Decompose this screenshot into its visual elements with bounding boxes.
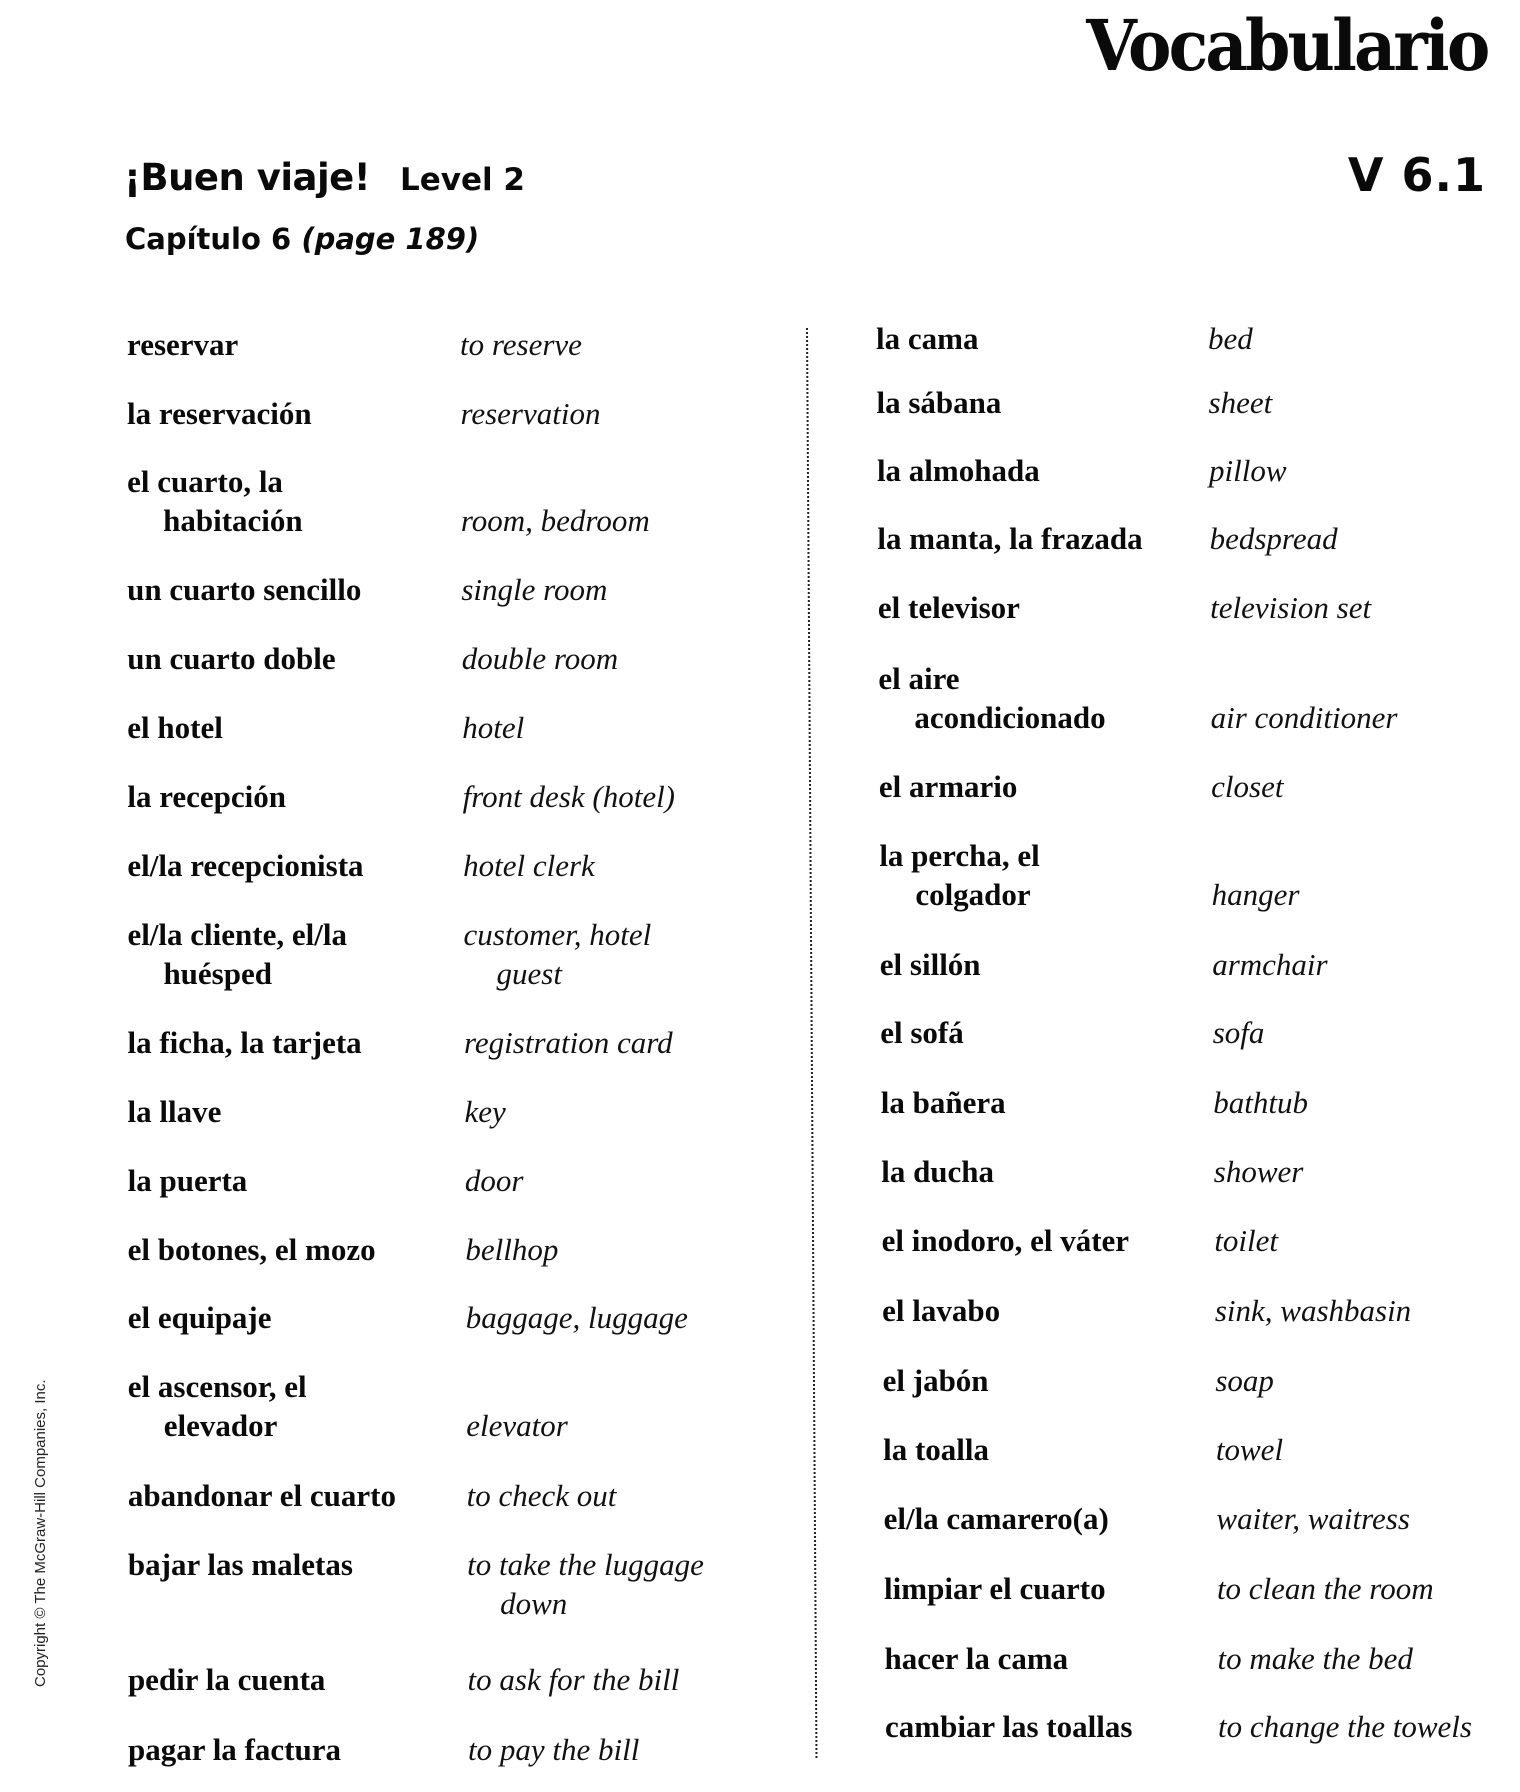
english-translation-line: soap (1215, 1363, 1274, 1398)
spanish-term (128, 1367, 307, 1445)
chapter-label: Capítulo 6 (125, 222, 292, 256)
spanish-term-line: el sofá (880, 1015, 964, 1050)
spanish-term-line: pedir la cuenta (127, 1662, 326, 1697)
spanish-term-line: el/la cliente, el/la (127, 917, 347, 952)
spanish-term-line: el/la recepcionista (127, 848, 364, 883)
english-translation-line: double room (461, 641, 619, 676)
spanish-term (880, 1013, 964, 1052)
english-translation (1210, 588, 1371, 627)
level-label: Level 2 (400, 162, 525, 198)
spanish-term-line: el aire (878, 661, 960, 696)
spanish-term (883, 1430, 989, 1469)
spanish-term-line: el botones, el mozo (127, 1232, 376, 1267)
english-translation (462, 708, 524, 747)
spanish-term-line: un cuarto doble (127, 641, 336, 676)
spanish-term-line: limpiar el cuarto (884, 1571, 1106, 1606)
english-translation-line: to make the bed (1217, 1641, 1413, 1676)
spanish-term (880, 945, 981, 984)
spanish-term (127, 325, 238, 364)
spanish-term-line: colgador (915, 877, 1031, 912)
english-translation (466, 1406, 568, 1445)
spanish-term-line: el cuarto, la (127, 464, 283, 499)
spanish-term-line: huésped (163, 956, 272, 991)
spanish-term-line: la almohada (876, 453, 1040, 488)
english-translation-line: down (500, 1586, 568, 1621)
english-translation-line: bathtub (1213, 1085, 1308, 1120)
english-translation-line: key (464, 1094, 506, 1129)
spanish-term (127, 777, 286, 816)
english-translation (1214, 1221, 1278, 1260)
spanish-term-line: el hotel (127, 710, 223, 745)
spanish-term-line: la recepción (127, 779, 287, 814)
english-translation (1213, 1013, 1265, 1052)
english-translation (1209, 383, 1273, 422)
english-translation-line: television set (1210, 590, 1372, 625)
spanish-term-line: el jabón (882, 1363, 989, 1398)
spanish-term-line: la percha, el (879, 838, 1040, 873)
spanish-term-line: la llave (127, 1094, 222, 1129)
spanish-term (876, 319, 978, 358)
english-translation-line: hotel clerk (463, 848, 595, 883)
english-translation (1211, 767, 1283, 806)
page-title: Vocabulario (1086, 4, 1488, 87)
spanish-term-line: el inodoro, el váter (881, 1223, 1130, 1258)
english-translation (461, 570, 607, 609)
english-translation-line: to take the luggage (467, 1547, 704, 1582)
english-translation (468, 1730, 639, 1769)
spanish-term-line: abandonar el cuarto (127, 1478, 396, 1513)
english-translation (1212, 945, 1327, 984)
english-translation-line: to pay the bill (468, 1732, 640, 1767)
spanish-term (128, 1660, 326, 1699)
spanish-term (878, 659, 1105, 737)
copyright-notice: Copyright © The McGraw-Hill Companies, Inc. (32, 1379, 49, 1687)
spanish-term-line: la reservación (127, 396, 312, 431)
spanish-term (127, 462, 303, 540)
spanish-term-line: elevador (163, 1408, 278, 1443)
book-title: ¡Buen viaje! (124, 156, 371, 199)
english-translation (1215, 1291, 1411, 1330)
english-translation-line: room, bedroom (460, 503, 650, 538)
english-translation-line: single room (461, 572, 608, 607)
spanish-term-line: habitación (163, 503, 303, 538)
spanish-term (128, 1161, 248, 1200)
spanish-term (127, 639, 335, 678)
english-translation-line: to change the towels (1218, 1709, 1472, 1744)
spanish-term-line: la cama (876, 321, 979, 356)
spanish-term-line: el/la camarero(a) (883, 1501, 1109, 1536)
spanish-term (128, 1230, 376, 1269)
page-reference: (page 189) (301, 222, 480, 256)
english-translation (1209, 451, 1287, 490)
english-translation (1214, 1152, 1304, 1191)
english-translation-line: baggage, luggage (465, 1300, 688, 1335)
english-translation-line: to check out (466, 1478, 617, 1513)
spanish-term-line: hacer la cama (884, 1641, 1069, 1676)
english-translation (467, 1476, 617, 1515)
spanish-term-line: la bañera (880, 1085, 1006, 1120)
spanish-term (881, 1083, 1006, 1122)
spanish-term-line: el armario (878, 769, 1018, 804)
english-translation-line: registration card (464, 1025, 673, 1060)
english-translation (466, 1298, 688, 1337)
english-translation (467, 1545, 704, 1623)
english-translation-line: toilet (1214, 1223, 1279, 1258)
english-translation (464, 1092, 505, 1131)
english-translation-line: door (464, 1163, 524, 1198)
spanish-term (128, 1023, 362, 1062)
spanish-term (127, 915, 347, 993)
spanish-term (128, 1476, 396, 1515)
spanish-term-line: el equipaje (127, 1300, 272, 1335)
english-translation-line: shower (1213, 1154, 1304, 1189)
spanish-term-line: la sábana (876, 385, 1002, 420)
spanish-term (128, 1545, 353, 1584)
english-translation (1216, 1499, 1410, 1538)
spanish-term-line: la puerta (127, 1163, 248, 1198)
spanish-term (128, 1730, 341, 1769)
english-translation-line: waiter, waitress (1216, 1501, 1410, 1536)
english-translation-line: hanger (1211, 877, 1300, 912)
spanish-term-line: el televisor (877, 590, 1020, 625)
english-translation-line: bedspread (1209, 521, 1338, 556)
english-translation (463, 777, 675, 816)
spanish-term (879, 767, 1018, 806)
english-translation-line: hotel (462, 710, 525, 745)
spanish-term-line: un cuarto sencillo (127, 572, 362, 607)
spanish-term (881, 1152, 994, 1191)
english-translation-line: to clean the room (1216, 1571, 1434, 1606)
spanish-term (879, 836, 1039, 914)
spanish-term-line: el lavabo (882, 1293, 1001, 1328)
spanish-term (127, 708, 223, 747)
spanish-term (128, 1298, 272, 1337)
english-translation-line: armchair (1212, 947, 1328, 982)
spanish-term (127, 394, 312, 433)
spanish-term (883, 1361, 989, 1400)
english-translation (1212, 875, 1300, 914)
chapter-heading (125, 222, 479, 256)
english-translation-line: to reserve (460, 327, 582, 362)
spanish-term (128, 1092, 222, 1131)
english-translation-line: air conditioner (1210, 700, 1398, 735)
english-translation-line: closet (1211, 769, 1284, 804)
english-translation (1213, 1083, 1308, 1122)
spanish-term-line: la toalla (883, 1432, 990, 1467)
spanish-term-line: acondicionado (914, 700, 1106, 735)
spanish-term-line: la ficha, la tarjeta (127, 1025, 362, 1060)
spanish-term-line: pagar la factura (128, 1732, 341, 1767)
spanish-term-line: el ascensor, el (127, 1369, 307, 1404)
english-translation-line: pillow (1209, 453, 1287, 488)
worksheet-code: V 6.1 (1347, 148, 1486, 202)
english-translation (463, 846, 595, 885)
english-translation (464, 915, 652, 993)
english-translation-line: elevator (466, 1408, 568, 1443)
english-translation (468, 1660, 680, 1699)
english-translation-line: towel (1215, 1432, 1284, 1467)
english-translation-line: sheet (1208, 385, 1273, 420)
spanish-term (877, 451, 1040, 490)
spanish-term (876, 383, 1001, 422)
english-translation (462, 639, 618, 678)
english-translation-line: sofa (1212, 1015, 1265, 1050)
english-translation-line: reservation (460, 396, 601, 431)
english-translation (1217, 1569, 1434, 1608)
spanish-term (885, 1707, 1132, 1746)
english-translation (464, 1023, 673, 1062)
spanish-term-line: bajar las maletas (127, 1547, 353, 1582)
english-translation (461, 501, 650, 540)
spanish-term (878, 588, 1020, 627)
spanish-term (884, 1499, 1109, 1538)
spanish-term (882, 1221, 1129, 1260)
english-translation (460, 394, 600, 433)
english-translation-line: front desk (hotel) (462, 779, 676, 814)
english-translation (1216, 1430, 1283, 1469)
english-translation (465, 1161, 524, 1200)
spanish-term-line: reservar (127, 327, 239, 362)
spanish-term (127, 570, 361, 609)
spanish-term (877, 519, 1142, 558)
english-translation (1215, 1361, 1274, 1400)
english-translation (465, 1230, 558, 1269)
english-translation-line: guest (496, 956, 562, 991)
english-translation (1208, 319, 1253, 358)
spanish-term (884, 1569, 1106, 1608)
english-translation-line: bed (1208, 321, 1253, 356)
english-translation-line: customer, hotel (463, 917, 652, 952)
english-translation (460, 325, 582, 364)
english-translation (1210, 519, 1338, 558)
english-translation (1218, 1707, 1472, 1746)
spanish-term (127, 846, 363, 885)
english-translation (1217, 1639, 1412, 1678)
spanish-term (885, 1639, 1069, 1678)
english-translation-line: sink, washbasin (1214, 1293, 1412, 1328)
english-translation (1211, 698, 1398, 737)
spanish-term-line: la manta, la frazada (877, 521, 1143, 556)
english-translation-line: to ask for the bill (467, 1662, 680, 1697)
spanish-term-line: cambiar las toallas (885, 1709, 1133, 1744)
spanish-term-line: la ducha (881, 1154, 995, 1189)
spanish-term-line: el sillón (879, 947, 981, 982)
column-divider (806, 328, 817, 1758)
english-translation-line: bellhop (465, 1232, 559, 1267)
spanish-term (882, 1291, 1000, 1330)
